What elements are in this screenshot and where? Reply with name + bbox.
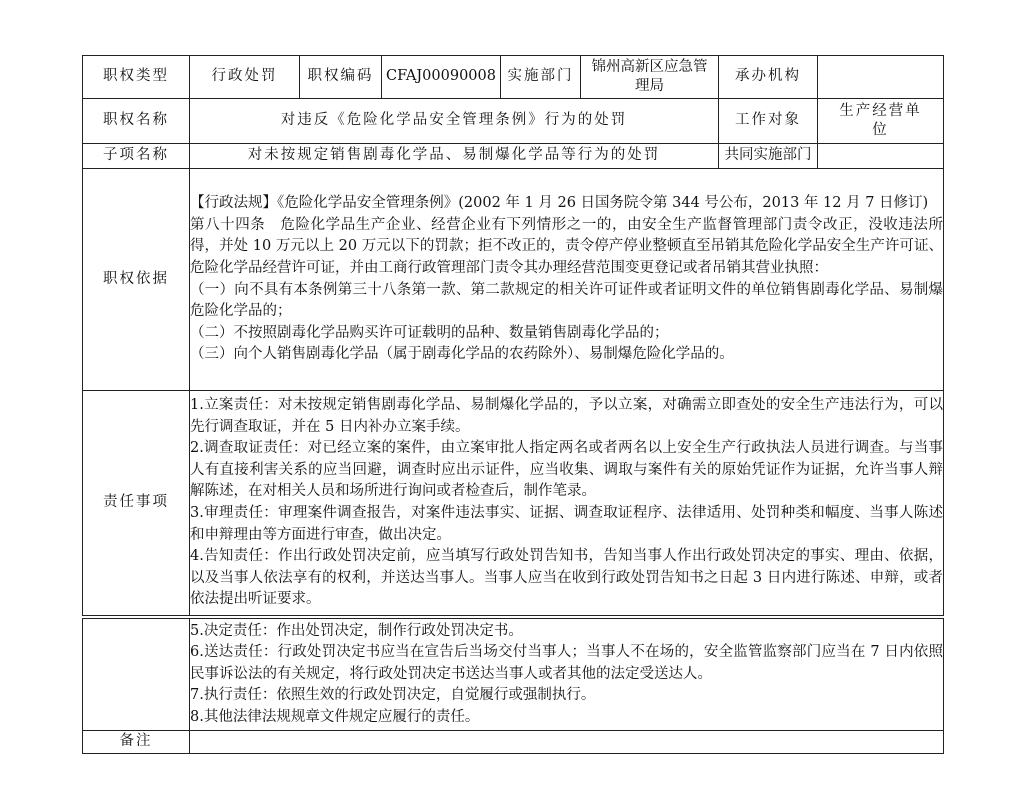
responsibility-label: 责任事项 bbox=[83, 391, 190, 616]
authority-basis-label: 职权依据 bbox=[83, 169, 190, 391]
authority-table bbox=[82, 55, 944, 616]
joint-dept-label: 共同实施部门 bbox=[719, 144, 818, 169]
authority-table-continued bbox=[82, 618, 944, 754]
subitem-name-value: 对未按规定销售剧毒化学品、易制爆化学品等行为的处罚 bbox=[190, 144, 719, 169]
responsibility-item: 4.告知责任：作出行政处罚决定前，应当填写行政处罚告知书，告知当事人作出行政处罚决定的事实、理由、依据，以及当事人依法享有的权利，并送达当事人。当事人应当在收到行政处罚告知书之日起 3 日内进行陈述、申辩，或者依法提出听证要求。 bbox=[190, 548, 943, 608]
remarks-value bbox=[190, 731, 944, 754]
basis-paragraph: 【行政法规】《危险化学品安全管理条例》(2002 年 1 月 26 日国务院令第 344 号公布，2013 年 12 月 7 日修订) bbox=[190, 195, 929, 212]
implementing-dept-label: 实施部门 bbox=[501, 56, 581, 99]
subitem-row bbox=[83, 144, 944, 169]
responsibility-continued-label bbox=[83, 619, 190, 731]
basis-row bbox=[83, 169, 944, 391]
responsibility-item: 3.审理责任：审理案件调查报告，对案件违法事实、证据、调查取证程序、法律适用、处罚种类和幅度、当事人陈述和申辩理由等方面进行审查，做出决定。 bbox=[190, 505, 943, 543]
basis-paragraph: （二）不按照剧毒化学品购买许可证载明的品种、数量销售剧毒化学品的； bbox=[190, 324, 669, 341]
authority-type-label: 职权类型 bbox=[83, 56, 190, 99]
responsibility-row bbox=[83, 391, 944, 616]
responsibility-content bbox=[190, 391, 944, 616]
responsibility-item: 5.决定责任：作出处罚决定，制作行政处罚决定书。 bbox=[190, 622, 523, 639]
subitem-name-label: 子项名称 bbox=[83, 144, 190, 169]
basis-paragraph: 第八十四条 危险化学品生产企业、经营企业有下列情形之一的，由安全生产监督管理部门责令改正，没收违法所得，并处 10 万元以上 20 万元以下的罚款；拒不改正的，责令停产停业整顿直至吊销其危险化学品安全生产许可证、危险化学品经营许可证，并由工商行政管理部门责令其办理经营范围变更登记或者吊销其营业执照： bbox=[190, 216, 943, 276]
joint-dept-value bbox=[818, 144, 944, 169]
responsibility-item: 1.立案责任：对未按规定销售剧毒化学品、易制爆化学品的，予以立案，对确需立即查处的安全生产违法行为，可以先行调查取证，并在 5 日内补办立案手续。 bbox=[190, 397, 943, 435]
authority-type-value: 行政处罚 bbox=[190, 56, 300, 99]
name-row bbox=[83, 99, 944, 144]
responsibility-continued-row bbox=[83, 619, 944, 731]
implementing-dept-value: 锦州高新区应急管理局 bbox=[581, 56, 719, 99]
authority-code-label: 职权编码 bbox=[300, 56, 382, 99]
remarks-label: 备注 bbox=[83, 731, 190, 754]
responsibility-item: 7.执行责任：依照生效的行政处罚决定，自觉履行或强制执行。 bbox=[190, 687, 596, 704]
authority-name-value: 对违反《危险化学品安全管理条例》行为的处罚 bbox=[190, 99, 719, 144]
responsibility-item: 2.调查取证责任：对已经立案的案件，由立案审批人指定两名或者两名以上安全生产行政执法人员进行调查。与当事人有直接利害关系的应当回避，调查时应出示证件，应当收集、调取与案件有关的原始凭证作为证据，允许当事人辩解陈述，在对相关人员和场所进行询问或者检查后，制作笔录。 bbox=[190, 440, 943, 500]
authority-name-label: 职权名称 bbox=[83, 99, 190, 144]
header-row bbox=[83, 56, 944, 99]
work-target-value: 生产经营单位 bbox=[818, 99, 944, 144]
handling-org-value bbox=[818, 56, 944, 99]
authority-code-value: CFAJ00090008 bbox=[382, 56, 501, 99]
responsibility-item: 6.送达责任：行政处罚决定书应当在宣告后当场交付当事人；当事人不在场的，安全监管监察部门应当在 7 日内依照民事诉讼法的有关规定，将行政处罚决定书送达当事人或者其他的法定受送达人。 bbox=[190, 644, 943, 682]
basis-paragraph: （三）向个人销售剧毒化学品（属于剧毒化学品的农药除外）、易制爆危险化学品的。 bbox=[190, 346, 734, 363]
work-target-label: 工作对象 bbox=[719, 99, 818, 144]
handling-org-label: 承办机构 bbox=[719, 56, 818, 99]
remarks-row bbox=[83, 731, 944, 754]
responsibility-continued-content bbox=[190, 619, 944, 731]
basis-paragraph: （一）向不具有本条例第三十八条第一款、第二款规定的相关许可证件或者证明文件的单位销售剧毒化学品、易制爆危险化学品的； bbox=[190, 281, 943, 320]
authority-basis-content bbox=[190, 169, 944, 391]
responsibility-item: 8.其他法律法规规章文件规定应履行的责任。 bbox=[190, 708, 480, 725]
